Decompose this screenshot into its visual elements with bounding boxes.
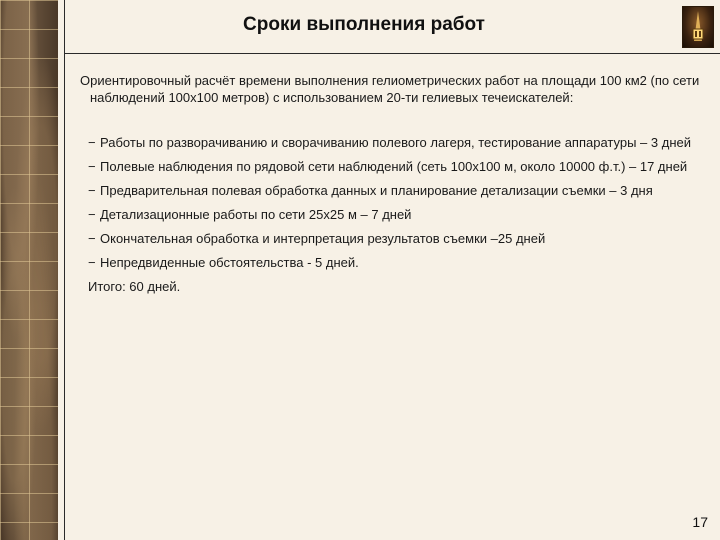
list-item-text: Работы по разворачиванию и сворачиванию полевого лагеря, тестирование аппаратуры – 3 дней <box>100 135 691 150</box>
sidebar-grid <box>0 0 58 540</box>
list-item <box>80 158 710 175</box>
total-line: Итого: 60 дней. <box>88 279 181 294</box>
bullet-dash: − <box>88 183 96 198</box>
list-item <box>80 230 710 247</box>
decorative-sidebar <box>0 0 58 540</box>
list-item-text: Предварительная полевая обработка данных и планирование детализации съемки – 3 дня <box>100 183 653 198</box>
logo-icon <box>682 6 714 48</box>
bullet-dash: − <box>88 207 96 222</box>
list-item-text: Полевые наблюдения по рядовой сети наблюдений (сеть 100х100 м, около 10000 ф.т.) – 17 дней <box>100 159 688 174</box>
slide-content <box>80 72 710 295</box>
list-item <box>80 182 710 199</box>
bullet-dash: − <box>88 135 96 150</box>
list-item-text: Детализационные работы по сети 25х25 м – 7 дней <box>100 207 412 222</box>
list-item <box>80 254 710 271</box>
list-item <box>80 134 710 151</box>
bullet-dash: − <box>88 231 96 246</box>
bullet-dash: − <box>88 159 96 174</box>
page-number: 17 <box>692 514 708 530</box>
intro-paragraph: Ориентировочный расчёт времени выполнения гелиометрических работ на площади 100 км2 (по сети наблюдений 100х100 метров) с использованием 20-ти гелиевых течеискателей: <box>80 73 700 105</box>
work-list <box>80 134 710 271</box>
bullet-dash: − <box>88 255 96 270</box>
slide-title: Сроки выполнения работ <box>243 14 485 35</box>
vertical-divider <box>64 0 65 540</box>
title-underline <box>64 53 720 54</box>
list-item-text: Непредвиденные обстоятельства - 5 дней. <box>100 255 359 270</box>
list-item <box>80 206 710 223</box>
list-item-text: Окончательная обработка и интерпретация результатов съемки –25 дней <box>100 231 546 246</box>
